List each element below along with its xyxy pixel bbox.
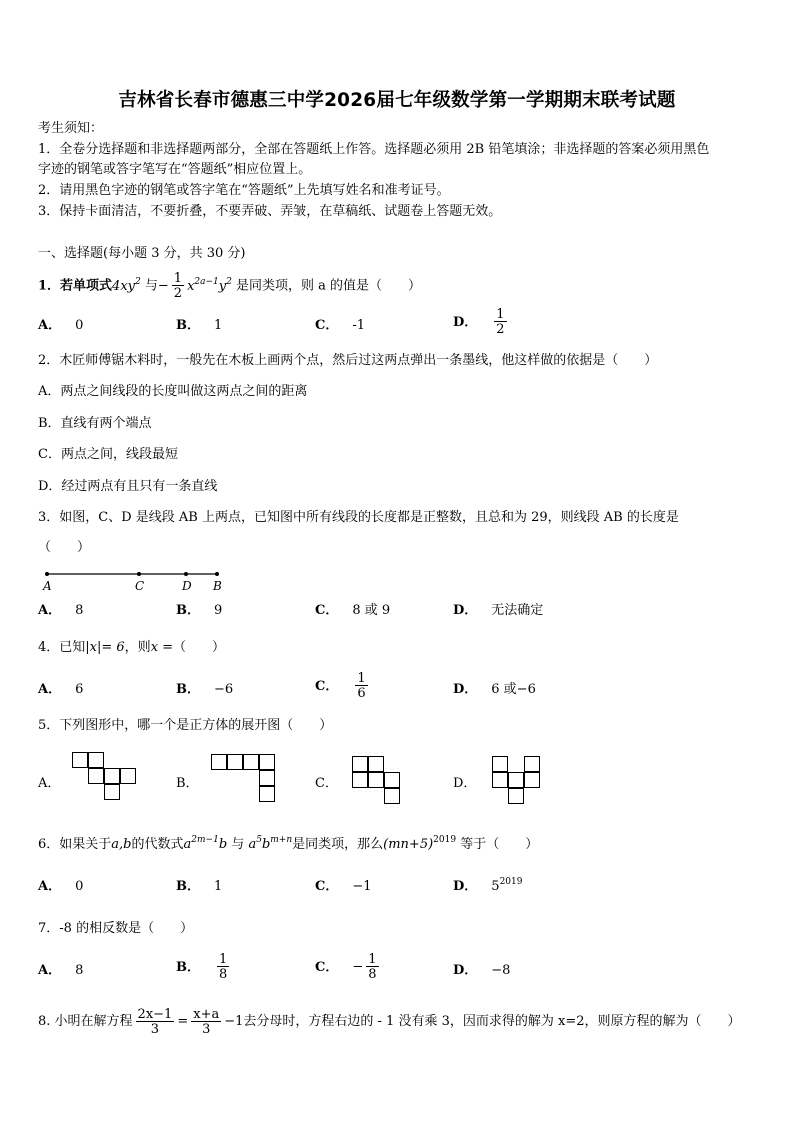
question-1 xyxy=(38,272,421,300)
q2-option-c[interactable]: C．两点之间，线段最短 xyxy=(38,447,178,462)
q7-option-a[interactable]: A． 8 xyxy=(38,963,84,978)
notice-item-3: 3．保持卡面清洁，不要折叠，不要弄破、弄皱，在草稿纸、试题卷上答题无效。 xyxy=(38,204,502,219)
point-a xyxy=(45,572,49,576)
q3-option-a[interactable]: A． 8 xyxy=(38,603,84,618)
q3-option-b[interactable]: B． 9 xyxy=(176,603,223,618)
q5-option-a-label[interactable]: A． xyxy=(38,776,61,791)
q6-option-c[interactable]: C． −1 xyxy=(315,879,372,894)
q3-option-c[interactable]: C． 8 或 9 xyxy=(315,603,391,618)
q1-option-d[interactable]: D． $\frac{1}{2}$ xyxy=(453,307,505,337)
point-b xyxy=(215,572,219,576)
label-d: D xyxy=(182,579,192,593)
q1-option-c[interactable]: C． -1 xyxy=(315,318,366,333)
q4-option-a[interactable]: A． 6 xyxy=(38,682,84,697)
q5-option-b-label[interactable]: B． xyxy=(176,776,199,791)
label-a: A xyxy=(43,579,52,593)
q1-term2: $x^{2a-1}y^2$ xyxy=(187,276,232,294)
q2-option-a[interactable]: A．两点之间线段的长度叫做这两点之间的距离 xyxy=(38,384,308,399)
q4-option-d[interactable]: D． 6 或−6 xyxy=(453,682,536,697)
notice-heading: 考生须知： xyxy=(38,121,104,136)
notice-item-2: 2．请用黑色字迹的钢笔或答字笔在“答题纸”上先填写姓名和准考证号。 xyxy=(38,183,450,198)
question-5: 5．下列图形中，哪一个是正方体的展开图（ ） xyxy=(38,718,333,733)
q4-abs: |x|= 6 xyxy=(85,640,125,655)
q1-option-b[interactable]: B． 1 xyxy=(176,318,223,333)
q1-option-a[interactable]: A． 0 xyxy=(38,318,84,333)
q3-option-d[interactable]: D． 无法确定 xyxy=(453,603,544,618)
q1-fraction: $\frac{1}{2}$ xyxy=(173,271,183,301)
q5-option-c-label[interactable]: C． xyxy=(315,776,338,791)
label-b: B xyxy=(213,579,222,593)
q4-option-b[interactable]: B． −6 xyxy=(176,682,234,697)
q6-option-b[interactable]: B． 1 xyxy=(176,879,223,894)
label-c: C xyxy=(135,579,145,593)
q2-option-b[interactable]: B．直线有两个端点 xyxy=(38,416,152,431)
q1-term1: $4xy^2$ xyxy=(112,276,141,294)
notice-item-1: 1．全卷分选择题和非选择题两部分，全部在答题纸上作答。选择题必须用 2B 铅笔填涂；非选择题的答案必须用黑色 xyxy=(38,142,710,157)
question-3-cont: （ ） xyxy=(38,540,91,555)
section-heading: 一、选择题(每小题 3 分，共 30 分) xyxy=(38,246,246,261)
question-3: 3．如图，C、D 是线段 AB 上两点，已知图中所有线段的长度都是正整数，且总和为 29，则线段 AB 的长度是 xyxy=(38,510,679,525)
q1-suffix: 是同类项，则 a 的值是（ ） xyxy=(236,278,422,294)
exam-title: 吉林省长春市德惠三中学2026届七年级数学第一学期期末联考试题 xyxy=(118,90,676,111)
point-c xyxy=(137,572,141,576)
q4-option-c[interactable]: C． $\frac{1}{6}$ xyxy=(315,671,366,701)
question-8: 8. 小明在解方程 $\frac{2x-1}{3}$ = $\frac{x+a}{3}$ −1去分母时，方程右边的 - 1 没有乘 3，因而求得的解为 x=2，则原方程的解为（ ） xyxy=(38,1006,741,1037)
question-7: 7．-8 的相反数是（ ） xyxy=(38,921,194,936)
q5-option-d-label[interactable]: D． xyxy=(453,776,477,791)
q6-option-a[interactable]: A． 0 xyxy=(38,879,84,894)
q2-option-d[interactable]: D．经过两点有且只有一条直线 xyxy=(38,479,218,494)
q1-and: 与 xyxy=(144,278,158,294)
q7-option-b[interactable]: B． $\frac{1}{8}$ xyxy=(176,952,228,982)
question-2: 2．木匠师傅锯木料时，一般先在木板上画两个点，然后过这两点弹出一条墨线，他这样做的依据是（ ） xyxy=(38,353,658,368)
point-d xyxy=(184,572,188,576)
q6-option-d[interactable]: D． $5^{2019}$ xyxy=(453,877,523,894)
q3-segment-figure xyxy=(36,566,236,594)
question-6: 6．如果关于a,b的代数式$a^{2m-1}b$ 与 $a^5b^{m+n}$是同类项，那么$(mn+5)^{2019}$ 等于（ ） xyxy=(38,835,539,852)
notice-item-1-cont: 字迹的钢笔或答字笔写在“答题纸”相应位置上。 xyxy=(38,162,312,177)
q1-prefix: 1．若单项式 xyxy=(38,278,113,294)
question-4: 4．已知|x|= 6，则x =（ ） xyxy=(38,640,226,655)
q1-neg: − xyxy=(157,278,169,294)
q7-option-d[interactable]: D． −8 xyxy=(453,963,511,978)
q7-option-c[interactable]: C． − $\frac{1}{8}$ xyxy=(315,952,377,982)
